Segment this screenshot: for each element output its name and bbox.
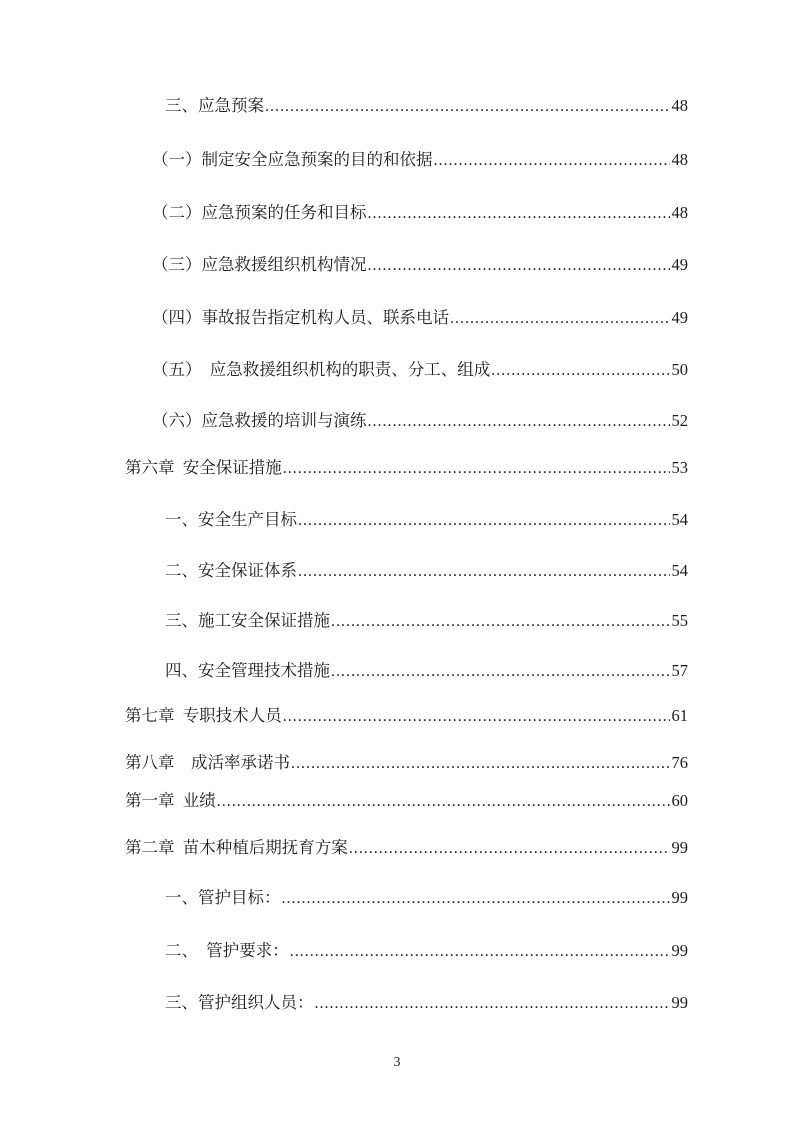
toc-entry[interactable] [125,752,688,775]
dot-leader [368,411,670,433]
toc-entry-page: 53 [671,458,688,477]
toc-entry-page: 99 [671,838,688,857]
toc-entry[interactable] [125,254,688,277]
dot-leader [368,203,670,225]
toc-entry[interactable] [125,837,688,860]
toc-entry-title: 二、 管护要求： [165,941,289,960]
dot-leader [298,510,670,532]
toc-entry[interactable] [125,359,688,382]
toc-entry[interactable] [125,560,688,583]
toc-entry[interactable] [125,410,688,433]
dot-leader [331,611,670,633]
toc-entry[interactable] [125,660,688,683]
dot-leader [283,706,670,728]
toc-entry-title: 第八章 成活率承诺书 [125,753,290,772]
toc-entry[interactable] [125,509,688,532]
toc-entry-page: 49 [671,255,688,274]
dot-leader [315,993,670,1015]
dot-leader [434,150,670,172]
dot-leader [282,888,670,910]
toc-entry[interactable] [125,705,688,728]
toc-entry-page: 99 [671,941,688,960]
dot-leader [298,561,670,583]
dot-leader [450,308,670,330]
toc-entry-page: 48 [671,96,688,115]
toc-entry-page: 49 [671,308,688,327]
toc-entry-title: （三）应急救援组织机构情况 [152,255,367,274]
toc-entry-page: 61 [671,706,688,725]
toc-entry[interactable] [125,887,688,910]
toc-entry[interactable] [125,95,688,118]
dot-leader [291,753,670,775]
toc-entry-title: 三、施工安全保证措施 [165,611,330,630]
toc-entry-title: （五） 应急救援组织机构的职责、分工、组成 [152,360,491,379]
toc-entry-page: 54 [671,561,688,580]
toc-entry-page: 52 [671,411,688,430]
dot-leader [491,360,669,382]
toc-entry-page: 55 [671,611,688,630]
toc-entry-page: 99 [671,888,688,907]
toc-entry[interactable] [125,202,688,225]
dot-leader [331,661,670,683]
toc-entry[interactable] [125,992,688,1015]
toc-entry-title: 三、管护组织人员： [165,993,314,1012]
toc-entry-page: 54 [671,510,688,529]
toc-entry-title: 一、管护目标： [165,888,281,907]
toc-entry[interactable] [125,149,688,172]
dot-leader [265,96,670,118]
toc-entry-title: 四、安全管理技术措施 [165,661,330,680]
toc-entry[interactable] [125,457,688,480]
toc-entry-title: （二）应急预案的任务和目标 [152,203,367,222]
dot-leader [349,838,670,860]
toc-entry-page: 99 [671,993,688,1012]
toc-entry-page: 57 [671,661,688,680]
toc-entry-page: 48 [671,150,688,169]
dot-leader [217,791,670,813]
toc-entry-page: 60 [671,791,688,810]
toc-entry-title: 三、应急预案 [165,96,264,115]
dot-leader [368,255,670,277]
page-number: 3 [393,1055,401,1070]
toc-entry[interactable] [125,940,688,963]
dot-leader [283,458,670,480]
toc-entry-title: （六）应急救援的培训与演练 [152,411,367,430]
toc-entry-title: 第一章 业绩 [125,791,216,810]
toc-entry-title: 二、安全保证体系 [165,561,297,580]
toc-entry[interactable] [125,790,688,813]
toc-entry-title: 第七章 专职技术人员 [125,706,282,725]
toc-entry-page: 48 [671,203,688,222]
toc-entry[interactable] [125,307,688,330]
toc-entry[interactable] [125,610,688,633]
toc-entry-title: 第二章 苗木种植后期抚育方案 [125,838,348,857]
toc-entry-title: （四）事故报告指定机构人员、联系电话 [152,308,449,327]
toc-entry-page: 50 [671,360,688,379]
toc-entry-title: （一）制定安全应急预案的目的和依据 [152,150,433,169]
dot-leader [290,941,670,963]
toc-entry-page: 76 [671,753,688,772]
toc-entry-title: 一、安全生产目标 [165,510,297,529]
toc-entry-title: 第六章 安全保证措施 [125,458,282,477]
